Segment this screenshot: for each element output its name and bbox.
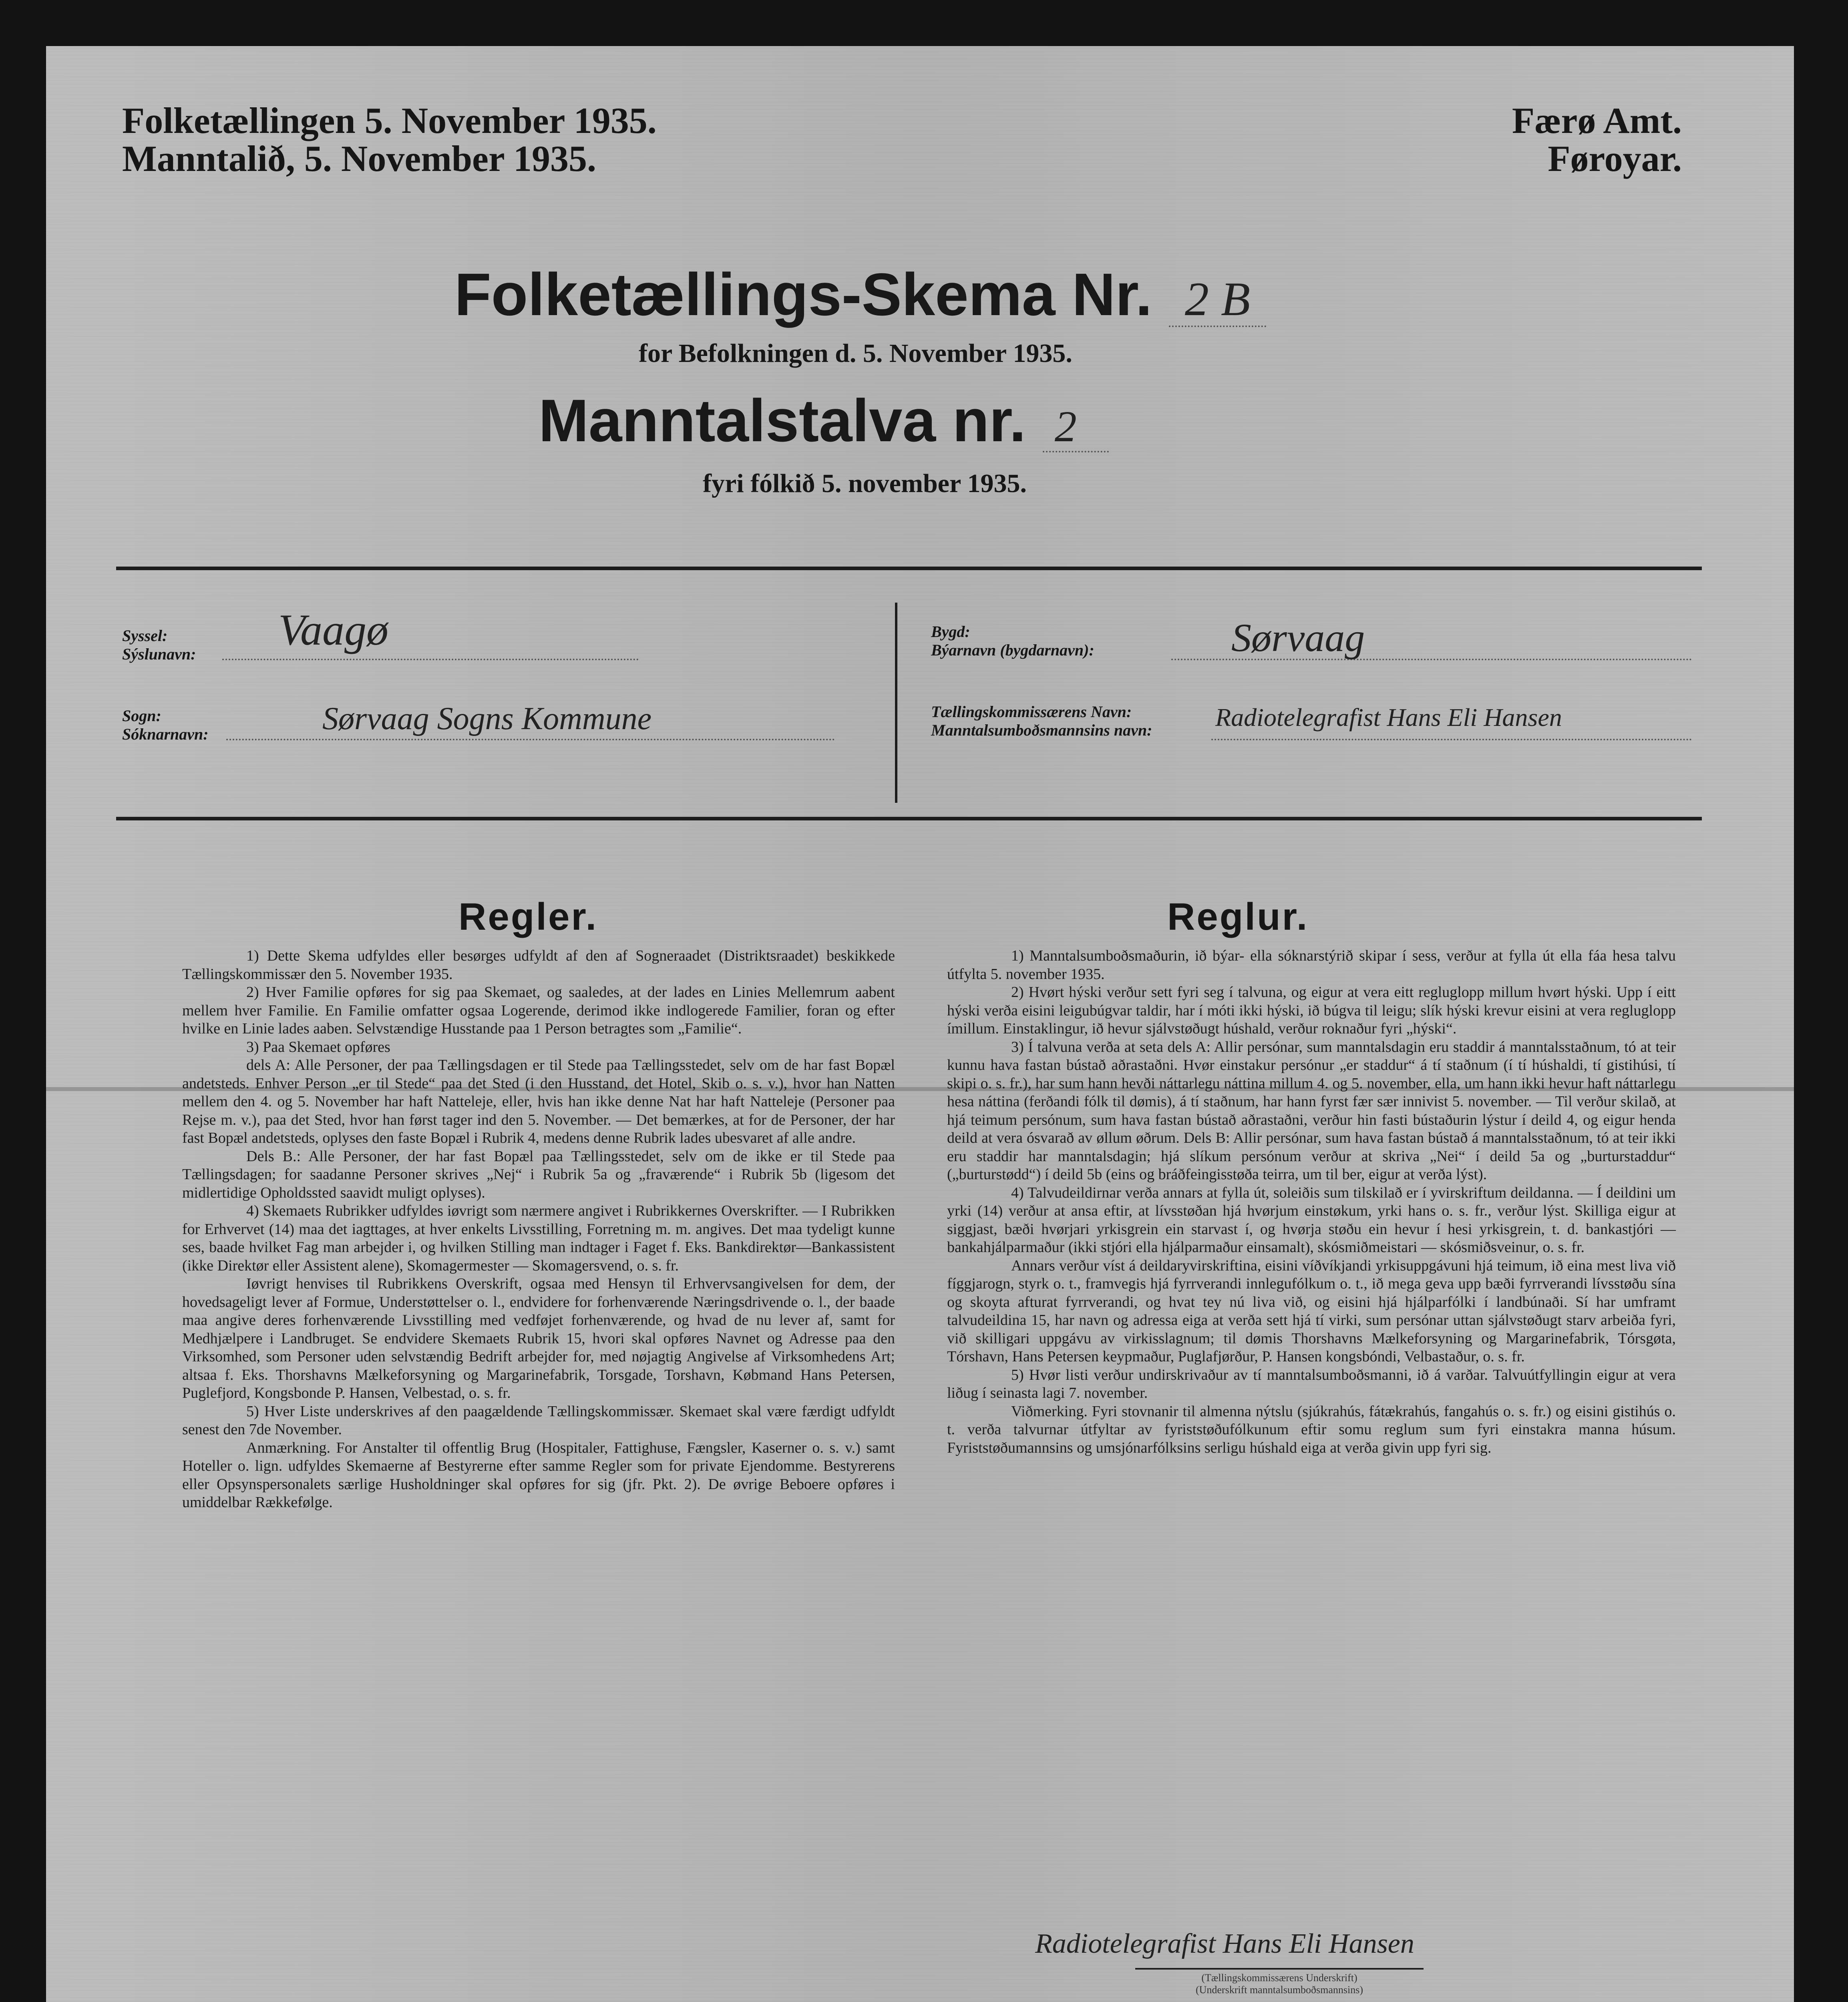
bygd-value: Sørvaag (1231, 615, 1365, 660)
header-right-line2: Føroyar. (1548, 138, 1682, 179)
kommissaer-value: Radiotelegrafist Hans Eli Hansen (1215, 703, 1562, 732)
kommissaer-label-1: Tællingskommissærens Navn: (931, 703, 1132, 721)
reglur-text (947, 947, 1676, 1457)
syssel-label-1: Syssel: (122, 627, 168, 645)
signature-caption (1135, 1972, 1424, 1996)
faroese-title-prefix: Manntalstalva nr. (539, 387, 1026, 454)
kommissaer-label-2: Manntalsumboðsmannsins navn: (931, 721, 1152, 739)
sogn-line (226, 739, 835, 740)
reglur-paragraph: 3) Í talvuna verða at seta dels A: Allir persónar, sum manntalsdagin eru staddir á manntalsstaðnum, tó at teir kunnu hava fastan bústað aðrastaðni. Hvør einstakur persónur „er staddur“ á tí staðnum (í tí húshaldi, tí gistihúsi, tí skipi o. s. fr.), har sum hann hevði náttarlegu náttina millum 4. og 5. november, ella, um hann ikki hevur haft náttarlegu hesa náttina (ferðandi fólk til dømis), á tí staðnum, har hann fyrst fær sær innivist 5. november. — Til verður skilað, at hjá teimum persónum, sum hava fastan bústað aðrastaðni, verður hin fasti bústaðurin lýstur í deild 4, og eigur henda deild at vera ósvarað av øllum øðrum. Dels B: Allir persónar, sum hava fastan bústað á manntalsstaðnum, tó at teir ikki eru staddir har manntalsdagin; hjá slíkum persónum verður at skriva „Nei“ í deild 5a og „burturstaddur“ („burturstødd“) í deild 5b (eins og bráðfeingisstøða teirra, um til ber, eigur at verða lýst). (947, 1038, 1676, 1183)
form-subtitle-danish: for Befolkningen d. 5. November 1935. (639, 339, 1072, 368)
signature-caption-danish: (Tællingskommissærens Underskrift) (1201, 1972, 1357, 1984)
signature-caption-faroese: (Underskrift manntalsumboðsmannsins) (1195, 1984, 1363, 1996)
sogn-value: Sørvaag Sogns Kommune (322, 701, 652, 736)
header-left-line1: Folketællingen 5. November 1935. (122, 100, 657, 141)
syssel-value: Vaagø (278, 605, 388, 654)
regler-paragraph: Dels B.: Alle Personer, der har fast Bopæl paa Tællingsstedet, selv om de ikke er til Stede paa Tællingsdagen; for saadanne Personer skrives „Nej“ i Rubrik 5a og „fraværende“ i Rubrik 5b (ligesom det midlertidige Opholdssted saavidt muligt oplyses). (182, 1148, 895, 1201)
info-divider (895, 603, 897, 803)
reglur-paragraph: 5) Hvør listi verður undirskrivaður av tí manntalsumboðsmanni, ið á varðar. Talvuútfyllingin eigur at vera liðug í seinasta lagi 7. november. (947, 1366, 1676, 1401)
regler-paragraph: Iøvrigt henvises til Rubrikkens Overskrift, ogsaa med Hensyn til Erhvervsangivelsen for dem, der hovedsageligt lever af Formue, Understøttelser o. l., endvidere for forhenværende Næringsdrivende o. l., der baade maa angive deres forhenværende Livsstilling med vedføjet forhenværende, og hvad de nu lever af, samt for Medhjælpere i Landbruget. Se endvidere Skemaets Rubrik 15, hvori skal opføres Navnet og Adresse paa den Virksomhed, som Personer uden selvstændig Bedrift arbejder for, med nøjagtig Angivelse af Virksomhedens Art; altsaa f. Eks. Thorshavns Mælkeforsyning og Margarinefabrik, Torsgade, Torshavn, Købmand Hans Petersen, Puglefjord, Kongsbonde P. Hansen, Velbestad, o. s. fr. (182, 1275, 895, 1401)
kommissaer-line (1211, 739, 1692, 740)
regler-title: Regler. (458, 895, 598, 938)
regler-paragraph: 3) Paa Skemaet opføres (246, 1038, 390, 1055)
header-left-line2: Manntalið, 5. November 1935. (122, 138, 597, 179)
bottom-rule (116, 817, 1702, 820)
reglur-paragraph: 1) Manntalsumboðsmaðurin, ið býar- ella sóknarstýrið skipar í sess, verður at fylla út ella fáa hesa talvu útfylta 5. november 1935. (947, 947, 1676, 983)
form-title (454, 262, 1266, 331)
kommissaer-label (931, 703, 1152, 740)
faroese-number-handwritten: 2 (1043, 402, 1109, 452)
sogn-label (122, 707, 209, 744)
regler-paragraph: 2) Hver Familie opføres for sig paa Skemaet, og saaledes, at der lades en Linies Mellemrum aabent mellem hver Familie. En Familie omfatter ogsaa Logerende, derimod ikke indlogerede Familier, foran og efter hvilke en Linie lades aaben. Selvstændige Husstande paa 1 Person betragtes som „Familie“. (182, 984, 895, 1037)
regler-paragraph: 5) Hver Liste underskrives af den paagældende Tællingskommissær. Skemaet skal være færdigt udfyldt senest den 7de November. (182, 1403, 895, 1438)
regler-paragraph: 4) Skemaets Rubrikker udfyldes iøvrigt som nærmere angivet i Rubrikkernes Overskrifter. — I Rubrikken for Erhvervet (14) maa det iagttages, at hver enkelts Livsstilling, Forretning m. m. angives. Det maa tydeligt kunne ses, baade hvilket Fag man arbejder i, og hvilken Stilling man indtager i Faget f. Eks. Bankdirektør—Bankassistent (ikke Direktør eller Assistent alene), Skomagermester — Skomagersvend, o. s. fr. (182, 1202, 895, 1274)
bygd-label-1: Bygd: (931, 623, 970, 641)
form-subtitle-faroese: fyri fólkið 5. november 1935. (703, 469, 1027, 498)
regler-text (182, 947, 895, 1512)
regler-paragraph: dels A: Alle Personer, der paa Tællingsdagen er til Stede paa Tællingsstedet, selv om de har fast Bopæl andetsteds. Enhver Person „er til Stede“ paa det Sted (i den Husstand, det Hotel, Skib o. s. v.), hvor han Natten mellem den 4. og 5. November har haft Natteleje, eller, hvis han ikke denne Nat har haft Natteleje (Personer paa Rejse m. v.), paa det Sted, hvor han først tager ind den 5. November. — Det bemærkes, at for de Personer, der har fast Bopæl andetsteds, oplyses den faste Bopæl i Rubrik 4, medens denne Rubrik lades ubesvaret af alle andre. (182, 1057, 895, 1146)
form-number-handwritten: 2 B (1169, 272, 1266, 327)
sogn-label-1: Sogn: (122, 707, 161, 725)
form-title-prefix: Folketællings-Skema Nr. (454, 261, 1152, 328)
regler-paragraph: Anmærkning. For Anstalter til offentlig Brug (Hospitaler, Fattighuse, Fængsler, Kaserner o. s. v.) samt Hoteller o. lign. udfyldes Skemaerne af Bestyrerne efter samme Regler som for private Ejendomme. Bestyrerens eller Opsynspersonalets særlige Husholdninger skal opføres for sig (jfr. Pkt. 2). De øvrige Beboere opføres i umiddelbar Rækkefølge. (182, 1439, 895, 1511)
signature-line (1135, 1968, 1424, 1970)
faroese-title (539, 388, 1109, 458)
top-rule (116, 567, 1702, 570)
sogn-label-2: Sóknarnavn: (122, 725, 209, 743)
reglur-paragraph: 2) Hvørt hýski verður sett fyri seg í talvuna, og eigur at vera eitt regluglopp millum hvørt hýski. Upp í eitt hýski verða eisini leigubúgvar taldir, har í móti ikki hýski, ið búgva til leigu; slík hýski krevur eisini at vera regluglopp ímillum. Einstaklingur, ið hevur sjálvstøðugt húshald, verður roknaður fyri „hýski“. (947, 984, 1676, 1037)
bygd-label-2: Býarnavn (bygdarnavn): (931, 641, 1094, 659)
signature-handwritten: Radiotelegrafist Hans Eli Hansen (1035, 1928, 1414, 1959)
syssel-label (122, 627, 196, 663)
header-right-line1: Færø Amt. (1512, 100, 1682, 141)
reglur-paragraph: Viðmerking. Fyri stovnanir til almenna nýtslu (sjúkrahús, fátækrahús, fangahús o. s. fr.) og eisini gistihús o. t. verða talvurnar útfyltar av fyriststøðufólkunum eftir somu reglum sum fyri einstakra manna húsum. Fyriststøðumannsins og umsjónarfólksins serligu húshald eiga at verða givin upp fyri sig. (947, 1403, 1676, 1456)
syssel-line (222, 659, 639, 660)
reglur-title: Reglur. (1167, 895, 1309, 938)
census-form-page (46, 46, 1794, 2002)
syssel-label-2: Sýslunavn: (122, 645, 196, 663)
regler-paragraph: 1) Dette Skema udfyldes eller besørges udfyldt af den af Sogneraadet (Distriktsraadet) beskikkede Tællingskommissær den 5. November 1935. (182, 947, 895, 983)
reglur-paragraph: Annars verður víst á deildaryvirskriftina, eisini víðvíkjandi yrkisuppgávuni hjá teimum, ið eina mest liva við fíggjarogn, styrk o. t., framvegis hjá fyrrverandi innlegufólkum o. t., ið mega geva upp bæði fyrrverandi lívsstøðu sína og skoyta afturat fyrrverandi, og hvat tey nú liva við, og eisini hjá hjálparfólki í landbúnaði. Sí har umframt talvudeildina 15, har navn og adressa eiga at verða sett hjá tí virki, sum persónar uttan sjálvstøðugt starv arbeiða fyri, við skilligari uppgávu av virkisslagnum; til dømis Thorshavns Mælkeforsyning og Margarinefabrik, Tórsgøta, Tórshavn, Hans Petersen keypmaður, Puglafjørður, P. Hansen kongsbóndi, Velbastaður, o. s. fr. (947, 1257, 1676, 1365)
reglur-paragraph: 4) Talvudeildirnar verða annars at fylla út, soleiðis sum tilskilað er í yvirskriftum deildanna. — Í deildini um yrki (14) verður at ansa eftir, at lívsstøðan hjá hvørjum einstøkum, yrki hans o. s. fr., verður lýst. Skilliga eigur at siggjast, bæði hvørjari yrkisgrein ein starvast í, og hvørja støðu ein hevur í hesi yrkisgrein, t. d. bankastjóri — bankahjálparmaður (ikki stjóri ella hjálparmaður einsamalt), skósmiðmeistari — skósmiðsveinur, o. s. fr. (947, 1184, 1676, 1256)
bygd-label (931, 623, 1094, 659)
